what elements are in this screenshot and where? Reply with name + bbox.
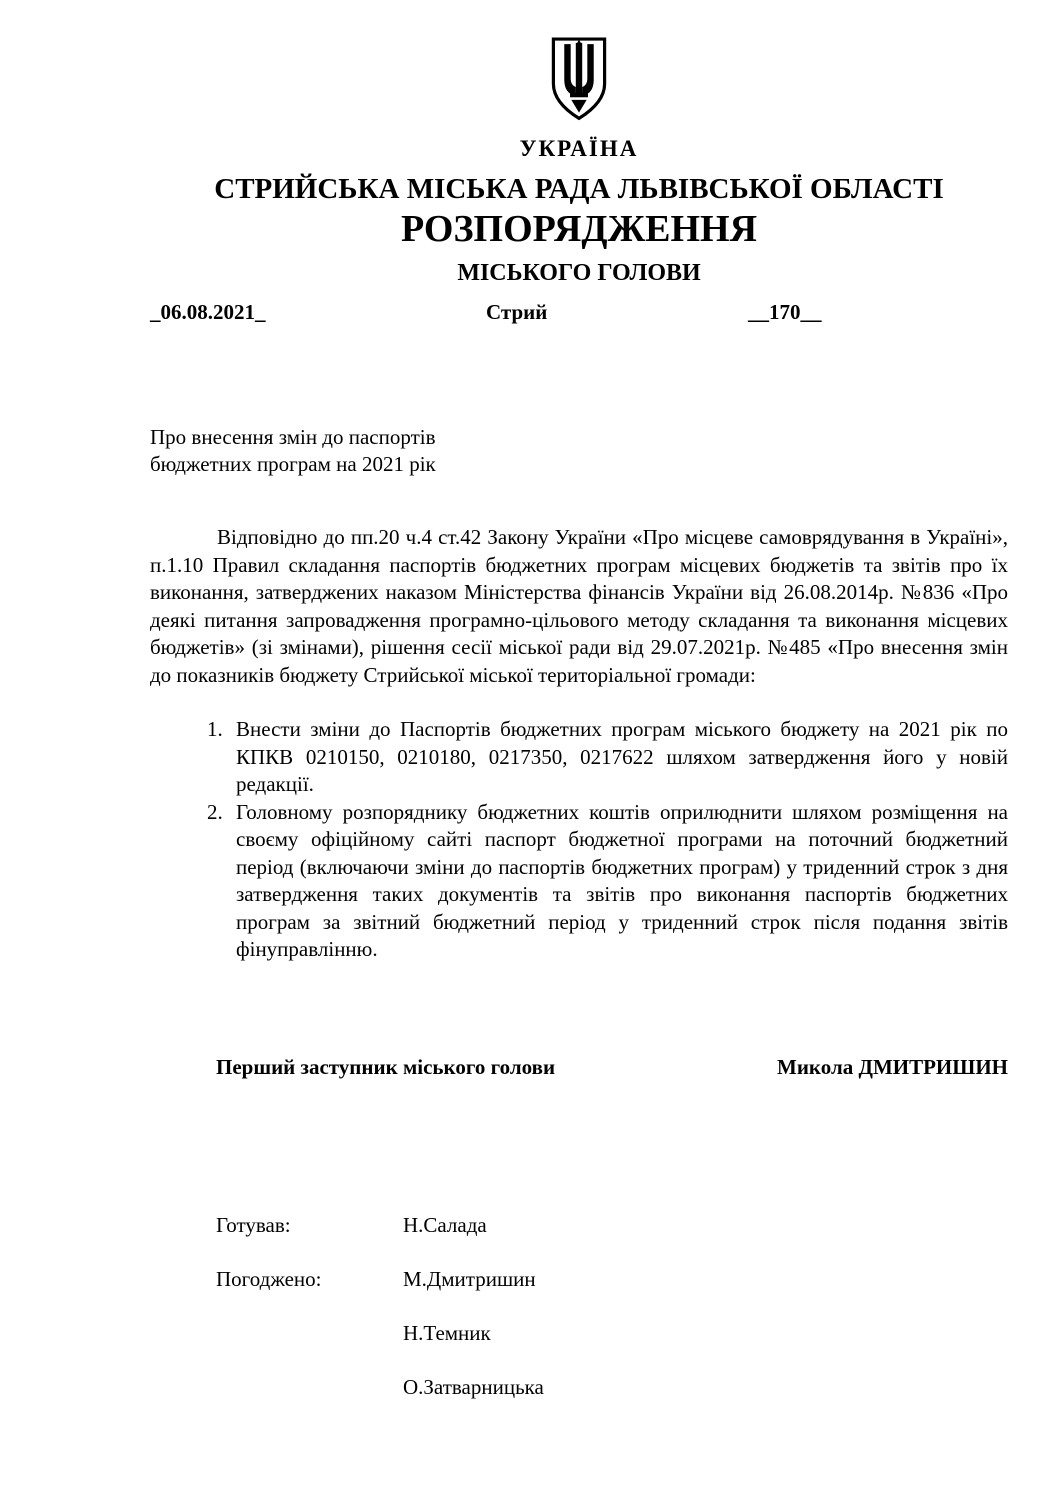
approvals-block xyxy=(150,1212,1008,1401)
order-item-1: 1. Внести зміни до Паспортів бюджетних програм міського бюджету на 2021 рік по КПКВ 0210150, 0210180, 0217350, 0217622 шляхом затвердження його у новій редакції. xyxy=(228,716,1008,799)
approval-label: Погоджено: xyxy=(216,1266,322,1291)
approval-label xyxy=(216,1374,403,1401)
approval-name: Н.Темник xyxy=(403,1320,491,1345)
council-name: СТРИЙСЬКА МІСЬКА РАДА ЛЬВІВСЬКОЇ ОБЛАСТІ xyxy=(214,173,944,206)
approval-row xyxy=(150,1212,1008,1239)
country-name: УКРАЇНА xyxy=(519,136,639,161)
signature-row xyxy=(150,1054,1008,1081)
approval-row xyxy=(150,1320,1008,1347)
document-author-title: МІСЬКОГО ГОЛОВИ xyxy=(457,259,701,286)
subject-line-2: бюджетних програм на 2021 рік xyxy=(150,452,436,477)
document-page xyxy=(150,0,1008,1428)
intro-paragraph: Відповідно до пп.20 ч.4 ст.42 Закону України «Про місцеве самоврядування в Україні», п.1.10 Правил складання паспортів бюджетних програм місцевих бюджетів та звітів про їх виконання, затверджених наказом Міністерства фінансів України від 26.08.2014р. №836 «Про деякі питання запровадження програмно-цільового методу складання та виконання місцевих бюджетів» (зі змінами), рішення сесії міської ради від 29.07.2021р. №485 «Про внесення змін до показників бюджету Стрийської міської територіальної громади: xyxy=(150,525,1008,687)
signature-name: Микола ДМИТРИШИН xyxy=(777,1054,1008,1079)
document-place: Стрий xyxy=(486,300,548,325)
approval-row xyxy=(150,1266,1008,1293)
approval-name: М.Дмитришин xyxy=(403,1266,536,1291)
document-date: _06.08.2021_ xyxy=(150,300,266,325)
subject-line-1: Про внесення змін до паспортів xyxy=(150,425,436,450)
document-type-title: РОЗПОРЯДЖЕННЯ xyxy=(400,208,758,251)
approval-name: Н.Салада xyxy=(403,1212,487,1237)
approval-name: О.Затварницька xyxy=(403,1374,544,1399)
ukraine-trident-emblem-icon xyxy=(547,36,611,124)
date-place-number-row xyxy=(150,300,1008,328)
approval-row xyxy=(150,1374,1008,1401)
document-number: __170__ xyxy=(748,300,822,325)
subject-block xyxy=(150,424,1008,478)
approval-label: Готував: xyxy=(216,1212,291,1237)
order-item-2: 2. Головному розпоряднику бюджетних коштів оприлюднити шляхом розміщення на своєму офіційному сайті паспорт бюджетної програми на поточний бюджетний період (включаючи зміни до паспортів бюджетних програм) у триденний строк з дня затвердження таких документів та звітів про виконання паспортів бюджетних програм за звітний бюджетний період у триденний строк після подання звітів фінуправлінню. xyxy=(228,799,1008,964)
signature-title: Перший заступник міського голови xyxy=(216,1054,556,1079)
order-items-list xyxy=(150,716,1008,964)
approval-label xyxy=(216,1320,403,1347)
